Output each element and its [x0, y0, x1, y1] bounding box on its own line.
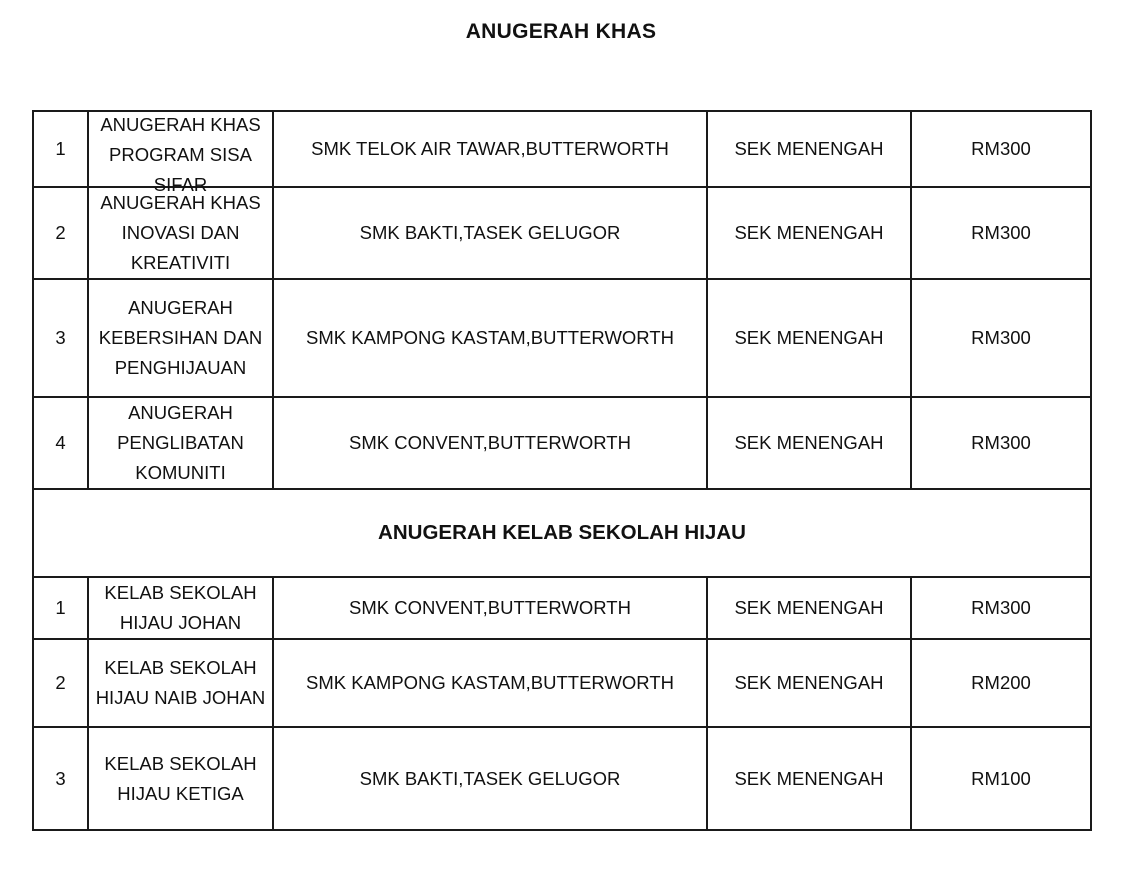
prize-amount: RM300 [911, 111, 1091, 187]
school-category: SEK MENENGAH [707, 397, 911, 489]
section-heading: ANUGERAH KELAB SEKOLAH HIJAU [33, 489, 1091, 577]
award-name-line: KELAB SEKOLAH [104, 752, 257, 774]
prize-amount: RM300 [911, 577, 1091, 639]
school-name: SMK CONVENT,BUTTERWORTH [273, 397, 707, 489]
award-name-line: ANUGERAH KHAS [100, 114, 261, 135]
table-row [33, 111, 1091, 187]
award-name-line: KOMUNITI [135, 462, 226, 483]
school-name: SMK BAKTI,TASEK GELUGOR [273, 187, 707, 279]
award-name-cell [88, 279, 273, 397]
award-name-line: PROGRAM SISA [109, 144, 252, 165]
award-name-line: KEBERSIHAN DAN [98, 327, 263, 348]
award-name-cell [88, 187, 273, 279]
school-category: SEK MENENGAH [707, 577, 911, 639]
table-row [33, 397, 1091, 489]
award-name-line: INOVASI DAN [121, 222, 240, 243]
award-name-line: SIFAR [153, 174, 208, 195]
row-number: 3 [33, 727, 88, 830]
award-name-cell [88, 639, 273, 727]
award-name-line: KREATIVITI [130, 252, 231, 273]
school-name: SMK KAMPONG KASTAM,BUTTERWORTH [273, 279, 707, 397]
school-category: SEK MENENGAH [707, 279, 911, 397]
award-name-line: ANUGERAH [128, 402, 233, 423]
award-name-line: ANUGERAH KHAS [100, 192, 261, 213]
school-category: SEK MENENGAH [707, 639, 911, 727]
award-name-line: KELAB SEKOLAH [104, 657, 257, 678]
awards-table [32, 110, 1092, 831]
school-name: SMK TELOK AIR TAWAR,BUTTERWORTH [273, 111, 707, 187]
row-number: 4 [33, 397, 88, 489]
prize-amount: RM300 [911, 279, 1091, 397]
award-name-cell [88, 577, 273, 639]
school-category: SEK MENENGAH [707, 727, 911, 830]
table-row [33, 187, 1091, 279]
award-name-line: PENGLIBATAN [117, 432, 244, 453]
section-heading-row [33, 489, 1091, 577]
school-name: SMK CONVENT,BUTTERWORTH [273, 577, 707, 639]
award-name-line: HIJAU NAIB JOHAN [95, 687, 266, 708]
award-name-line: KELAB SEKOLAH [104, 582, 257, 603]
table-row [33, 279, 1091, 397]
award-name-line: HIJAU JOHAN [119, 612, 242, 633]
school-category: SEK MENENGAH [707, 187, 911, 279]
prize-amount: RM300 [911, 397, 1091, 489]
award-name-line: PENGHIJAUAN [114, 357, 247, 378]
school-category: SEK MENENGAH [707, 111, 911, 187]
table-row [33, 727, 1091, 830]
school-name: SMK KAMPONG KASTAM,BUTTERWORTH [273, 639, 707, 727]
prize-amount: RM300 [911, 187, 1091, 279]
award-name-line: HIJAU KETIGA [117, 782, 244, 804]
row-number: 2 [33, 187, 88, 279]
row-number: 3 [33, 279, 88, 397]
table-row [33, 577, 1091, 639]
prize-amount: RM200 [911, 639, 1091, 727]
award-name-cell [88, 397, 273, 489]
table-row [33, 639, 1091, 727]
award-name-cell [88, 727, 273, 830]
row-number: 1 [33, 111, 88, 187]
award-name-line: ANUGERAH [128, 297, 233, 318]
school-name: SMK BAKTI,TASEK GELUGOR [273, 727, 707, 830]
award-name-cell [88, 111, 273, 195]
row-number: 2 [33, 639, 88, 727]
page-title: ANUGERAH KHAS [465, 20, 657, 43]
row-number: 1 [33, 577, 88, 639]
prize-amount: RM100 [911, 727, 1091, 830]
